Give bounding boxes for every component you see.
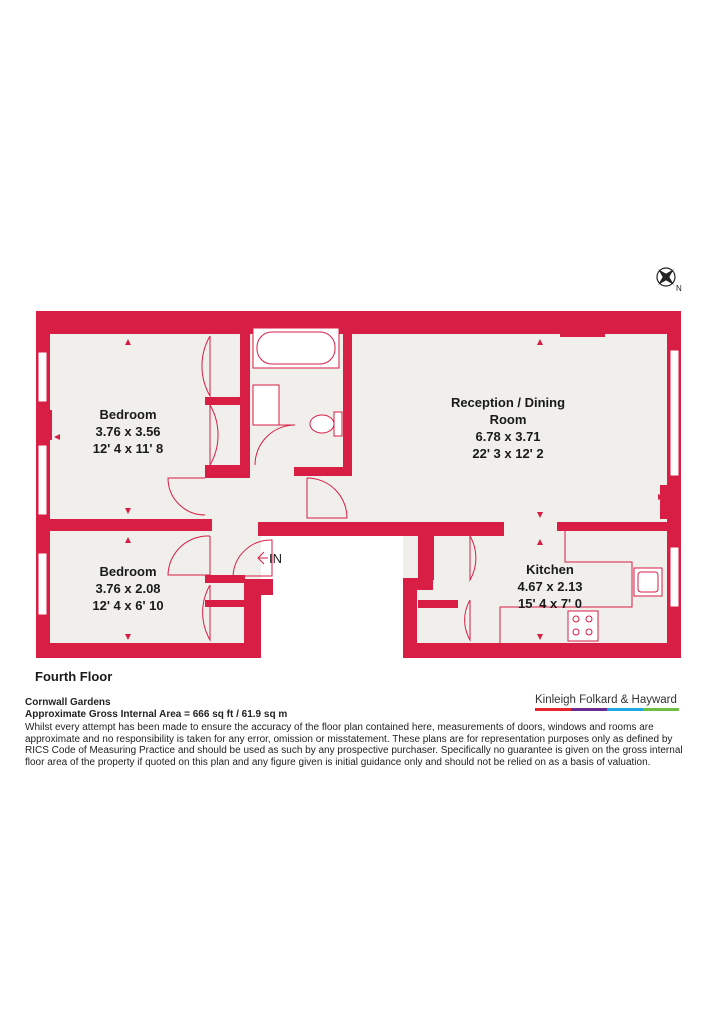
brand-bar-segment-blue — [607, 708, 643, 711]
room-kitchen — [517, 562, 582, 611]
room-bedroom-1 — [93, 407, 164, 456]
brand-logo — [535, 694, 679, 711]
room-metric-size: 4.67 x 2.13 — [517, 579, 583, 594]
brand-name: Kinleigh Folkard & Hayward — [535, 694, 677, 706]
room-name: Bedroom — [99, 407, 157, 422]
brand-bar-segment-red — [535, 708, 571, 711]
compass-north-label: N — [676, 284, 682, 293]
brand-bar-segment-purple — [571, 708, 607, 711]
room-imperial-size: 12' 4 x 11' 8 — [92, 441, 164, 456]
floor-name: Fourth Floor — [35, 669, 113, 684]
room-metric-size: 3.76 x 2.08 — [95, 581, 161, 596]
property-name: Cornwall Gardens — [25, 697, 111, 708]
room-metric-size: 6.78 x 3.71 — [475, 429, 541, 444]
hob-icon — [568, 611, 598, 641]
brand-color-bar — [535, 708, 679, 711]
bath-icon — [253, 328, 339, 368]
brand-bar-segment-green — [643, 708, 679, 711]
room-imperial-size: 15' 4 x 7' 0 — [517, 596, 583, 611]
room-imperial-size: 12' 4 x 6' 10 — [92, 598, 164, 613]
washbasin-icon — [253, 385, 279, 425]
entrance-marker — [258, 551, 282, 566]
room-name-line-2: Room — [489, 412, 527, 427]
room-name-line-1: Reception / Dining — [450, 395, 566, 410]
room-name: Bedroom — [99, 564, 157, 579]
gross-area: Approximate Gross Internal Area = 666 sq ft / 61.9 sq m — [25, 709, 288, 720]
room-name: Kitchen — [526, 562, 574, 577]
room-bedroom-2 — [92, 564, 163, 613]
room-metric-size: 3.76 x 3.56 — [95, 424, 161, 439]
room-imperial-size: 22' 3 x 12' 2 — [472, 446, 544, 461]
entrance-label: IN — [269, 551, 282, 566]
compass-icon — [650, 261, 682, 293]
disclaimer-text: Whilst every attempt has been made to ensure the accuracy of the floor plan contained here, measurements of doors, windows and rooms are approximate and no responsibility is taken for any error, omission or misstatement. These plans are for representation purposes only as defined by RICS Code of Measuring Practice and should be used as such by any prospective purchaser. Specifically no guarantee is given on the gross internal floor area of the property if quoted on this plan and any figure given is initial guidance only and should not be relied on as a basis of valuation. — [25, 722, 683, 768]
